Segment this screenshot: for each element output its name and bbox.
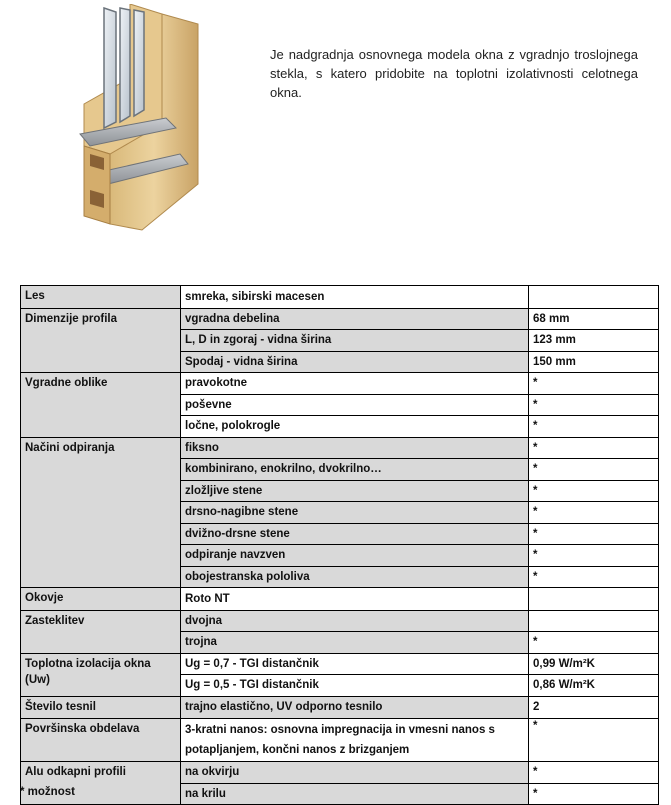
- cell-value: odpiranje navzven: [181, 545, 529, 567]
- row-label-izolacija: Toplotna izolacija okna (Uw): [21, 653, 181, 696]
- cell-extra: *: [529, 719, 659, 762]
- cell-extra: 68 mm: [529, 308, 659, 330]
- cell-value: na krilu: [181, 783, 529, 805]
- spec-table: [20, 285, 659, 805]
- cell-extra: *: [529, 566, 659, 588]
- intro-text: Je nadgradnja osnovnega modela okna z vgradnjo troslojnega stekla, s katero pridobite na toplotni izolativnosti celotnega okna.: [270, 47, 638, 100]
- row-label-tesnila: Število tesnil: [21, 696, 181, 719]
- cell-value: smreka, sibirski macesen: [181, 286, 529, 309]
- cell-extra: *: [529, 502, 659, 524]
- table-row: [21, 762, 659, 784]
- cell-extra: *: [529, 394, 659, 416]
- footnote: * možnost: [20, 786, 75, 798]
- cell-value: Ug = 0,5 - TGI distančnik: [181, 675, 529, 697]
- table-row: [21, 373, 659, 395]
- cell-value: kombinirano, enokrilno, dvokrilno…: [181, 459, 529, 481]
- cell-extra: 0,99 W/m²K: [529, 653, 659, 675]
- table-row: [21, 653, 659, 675]
- row-label-zasteklitev: Zasteklitev: [21, 610, 181, 653]
- cell-value: na okvirju: [181, 762, 529, 784]
- cell-value: Spodaj - vidna širina: [181, 351, 529, 373]
- table-row: [21, 437, 659, 459]
- cell-extra: [529, 588, 659, 611]
- cell-extra: *: [529, 523, 659, 545]
- cell-value: obojestranska pololiva: [181, 566, 529, 588]
- table-row: [21, 696, 659, 719]
- cell-extra: *: [529, 545, 659, 567]
- cell-extra: [529, 286, 659, 309]
- cell-extra: *: [529, 437, 659, 459]
- table-row: [21, 610, 659, 632]
- table-row: [21, 286, 659, 309]
- table-row: [21, 588, 659, 611]
- table-row: [21, 308, 659, 330]
- table-row: [21, 719, 659, 762]
- row-label-obdelava: Površinska obdelava: [21, 719, 181, 762]
- row-label-odpiranje: Načini odpiranja: [21, 437, 181, 588]
- cell-value: zložljive stene: [181, 480, 529, 502]
- hero-section: [0, 0, 671, 270]
- cell-extra: *: [529, 459, 659, 481]
- cell-extra: 123 mm: [529, 330, 659, 352]
- cell-extra: *: [529, 783, 659, 805]
- cell-extra: *: [529, 762, 659, 784]
- row-label-alu: Alu odkapni profili: [21, 762, 181, 805]
- cell-value: Ug = 0,7 - TGI distančnik: [181, 653, 529, 675]
- cell-value: trojna: [181, 632, 529, 654]
- row-label-dimenzije: Dimenzije profila: [21, 308, 181, 373]
- cell-extra: *: [529, 416, 659, 438]
- cell-value: vgradna debelina: [181, 308, 529, 330]
- cell-value: L, D in zgoraj - vidna širina: [181, 330, 529, 352]
- cell-value: drsno-nagibne stene: [181, 502, 529, 524]
- cell-extra: *: [529, 480, 659, 502]
- row-label-oblike: Vgradne oblike: [21, 373, 181, 438]
- cell-value: ločne, polokrogle: [181, 416, 529, 438]
- cell-extra: [529, 610, 659, 632]
- cell-value: 3-kratni nanos: osnovna impregnacija in vmesni nanos s potapljanjem, končni nanos z brizganjem: [181, 719, 529, 762]
- cell-value: Roto NT: [181, 588, 529, 611]
- cell-value: poševne: [181, 394, 529, 416]
- cell-value: dvižno-drsne stene: [181, 523, 529, 545]
- cell-extra: *: [529, 373, 659, 395]
- row-label-okovje: Okovje: [21, 588, 181, 611]
- cell-extra: 2: [529, 696, 659, 719]
- cell-value: trajno elastično, UV odporno tesnilo: [181, 696, 529, 719]
- cell-value: fiksno: [181, 437, 529, 459]
- cell-extra: 150 mm: [529, 351, 659, 373]
- cell-value: dvojna: [181, 610, 529, 632]
- cell-extra: *: [529, 632, 659, 654]
- row-label-les: Les: [21, 286, 181, 309]
- window-profile-image: [70, 4, 230, 240]
- cell-value: pravokotne: [181, 373, 529, 395]
- cell-extra: 0,86 W/m²K: [529, 675, 659, 697]
